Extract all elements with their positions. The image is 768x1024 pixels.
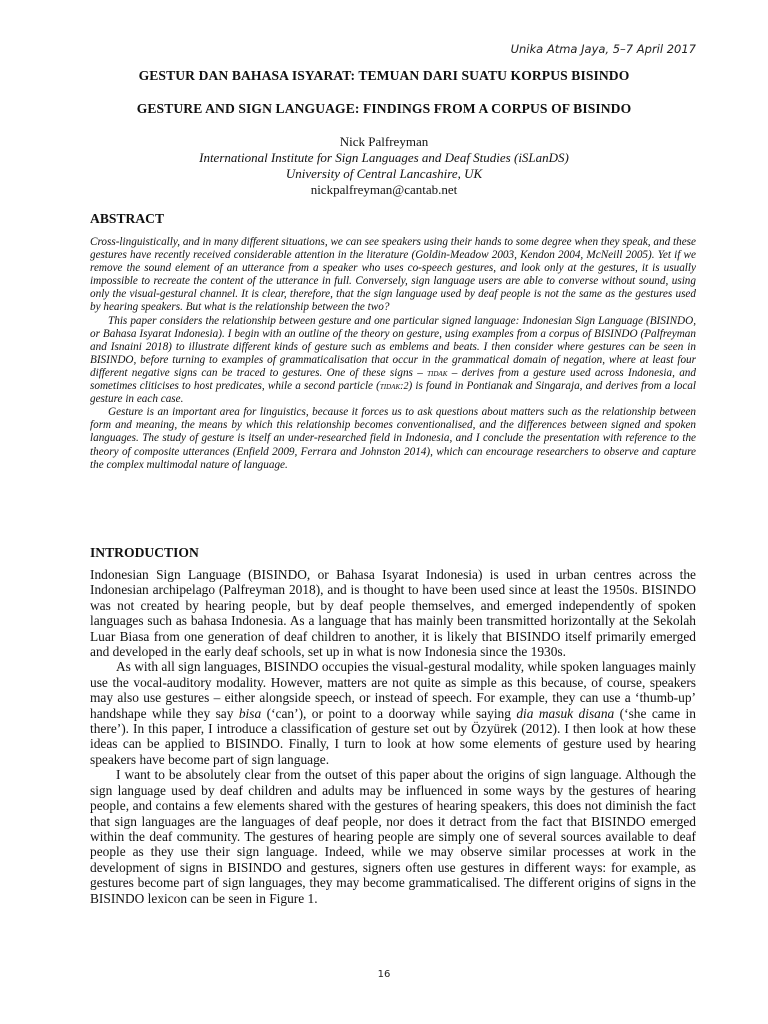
intro-p2-text-c: (‘she came in there’). In this paper, I introduce a classification of gesture set out by Özyürek (2012). I then look at how these ideas can be applied to BISINDO. Finally, I turn to look at how some elements of gesture used by hearing speakers have become part of sign language. — [90, 705, 696, 767]
intro-paragraph-3: I want to be absolutely clear from the outset of this paper about the origins of sign language. Although the sign language used by deaf children and adults may be influenced in some ways by the gestures of hearing people, and contains a few elements shared with the gestures of hearing speakers, this does not diminish the fact that sign languages are the languages of deaf people, nor does it detract from the fact that BISINDO emerged within the deaf community. The gestures of hearing people are simply one of several sources available to deaf people as they use their sign language. Indeed, while we may observe similar processes at work in the development of signs in BISINDO and gestures, signers often use gestures in different ways: for example, as gestures become part of sign languages, they may become grammaticalised. The different origins of signs in the BISINDO lexicon can be seen in Figure 1. — [90, 767, 696, 906]
gloss-tidak-2: tidak:2 — [379, 381, 409, 393]
author-name: Nick Palfreyman — [339, 134, 429, 149]
intro-p2-text-a: As with all sign languages, BISINDO occupies the visual-gestural modality, while spoken languages mainly use the vocal-auditory modality. However, matters are not quite as simple as this because, of course, speakers may also use gestures – either alongside speech, or instead of speech. For example, they can use a ‘thumb-up’ handshape while they say — [90, 659, 696, 721]
abstract-heading: ABSTRACT — [90, 211, 165, 226]
author-email: nickpalfreyman@cantab.net — [310, 182, 458, 197]
abstract-paragraph-2 — [90, 315, 696, 407]
abstract-p2-text-b: – derives from a gesture used across Indonesia, and sometimes cliticises to host predicates, while a second particle ( — [90, 366, 696, 393]
abstract-p2-text-c: ) is found in Pontianak and Singaraja, and derives from a local gesture in each case. — [90, 380, 696, 406]
example-dia-masuk-disana: dia masuk disana — [516, 705, 615, 721]
gloss-tidak: tidak — [427, 367, 448, 379]
abstract-paragraph-1: Cross-linguistically, and in many different situations, we can see speakers using their hands to some degree when they speak, and these gestures have recently received considerable attention in the literature (Goldin-Meadow 2003, Kendon 2004, McNeill 2005). Yet if we remove the sound element of an utterance from a speaker who uses co-speech gestures, and look only at the gestures, it is usually impossible to recreate the content of the utterance in full. Conversely, sign language users are able to converse without sound, using only the visual-gestural channel. It is clear, therefore, that the sign language used by deaf people is not the same as the gestures used by hearing speakers. But what is the relationship between the two? — [90, 236, 696, 314]
title-english: GESTURE AND SIGN LANGUAGE: FINDINGS FROM A CORPUS OF BISINDO — [136, 101, 632, 116]
introduction-heading: INTRODUCTION — [90, 545, 199, 560]
running-header: Unika Atma Jaya, 5–7 April 2017 — [510, 42, 696, 56]
intro-p2-text-b: (‘can’), or point to a doorway while saying — [266, 705, 511, 721]
author-affiliation-university: University of Central Lancashire, UK — [285, 166, 483, 181]
author-affiliation-institute: International Institute for Sign Languages and Deaf Studies (iSLanDS) — [199, 150, 569, 165]
page-number: 16 — [377, 969, 391, 980]
example-bisa: bisa — [238, 705, 262, 721]
author-block — [90, 134, 678, 198]
intro-paragraph-1: Indonesian Sign Language (BISINDO, or Bahasa Isyarat Indonesia) is used in urban centres across the Indonesian archipelago (Palfreyman 2018), and is thought to have been used since at least the 1950s. BISINDO was not created by hearing people, but by deaf people themselves, and emerged independently of spoken languages such as bahasa Indonesia. As a language that has mainly been transmitted horizontally at the Sekolah Luar Biasa from one generation of deaf children to another, it is likely that BISINDO itself primarily emerged and developed in the early deaf schools, set up in what is now Indonesia since the 1930s. — [90, 567, 696, 660]
title-indonesian: GESTUR DAN BAHASA ISYARAT: TEMUAN DARI SUATU KORPUS BISINDO — [138, 68, 630, 83]
abstract-p2-text-a: This paper considers the relationship between gesture and one particular signed language: Indonesian Sign Language (BISINDO, or Bahasa Isyarat Indonesia). I begin with an outline of the theory on gesture, using examples from a corpus of BISINDO (Palfreyman and Isnaini 2018) to illustrate different kinds of gesture such as emblems and beats. I then consider where gestures can be seen in BISINDO, before turning to examples of grammaticalisation that occur in the grammatical domain of negation, where at least four different negative signs can be traced to gestures. One of these signs – — [90, 314, 696, 379]
introduction-body — [90, 567, 696, 906]
abstract-body — [90, 236, 696, 472]
abstract-paragraph-3: Gesture is an important area for linguistics, because it forces us to ask questions about matters such as the relationship between form and meaning, the means by which this relationship becomes conventionalised, and the differences between signed and spoken languages. The study of gesture is itself an under-researched field in Indonesia, and I conclude the presentation with reference to the theory of composite utterances (Enfield 2009, Ferrara and Johnston 2014), which can encourage researchers to observe and capture the complex multimodal nature of language. — [90, 406, 696, 471]
intro-paragraph-2 — [90, 659, 696, 767]
